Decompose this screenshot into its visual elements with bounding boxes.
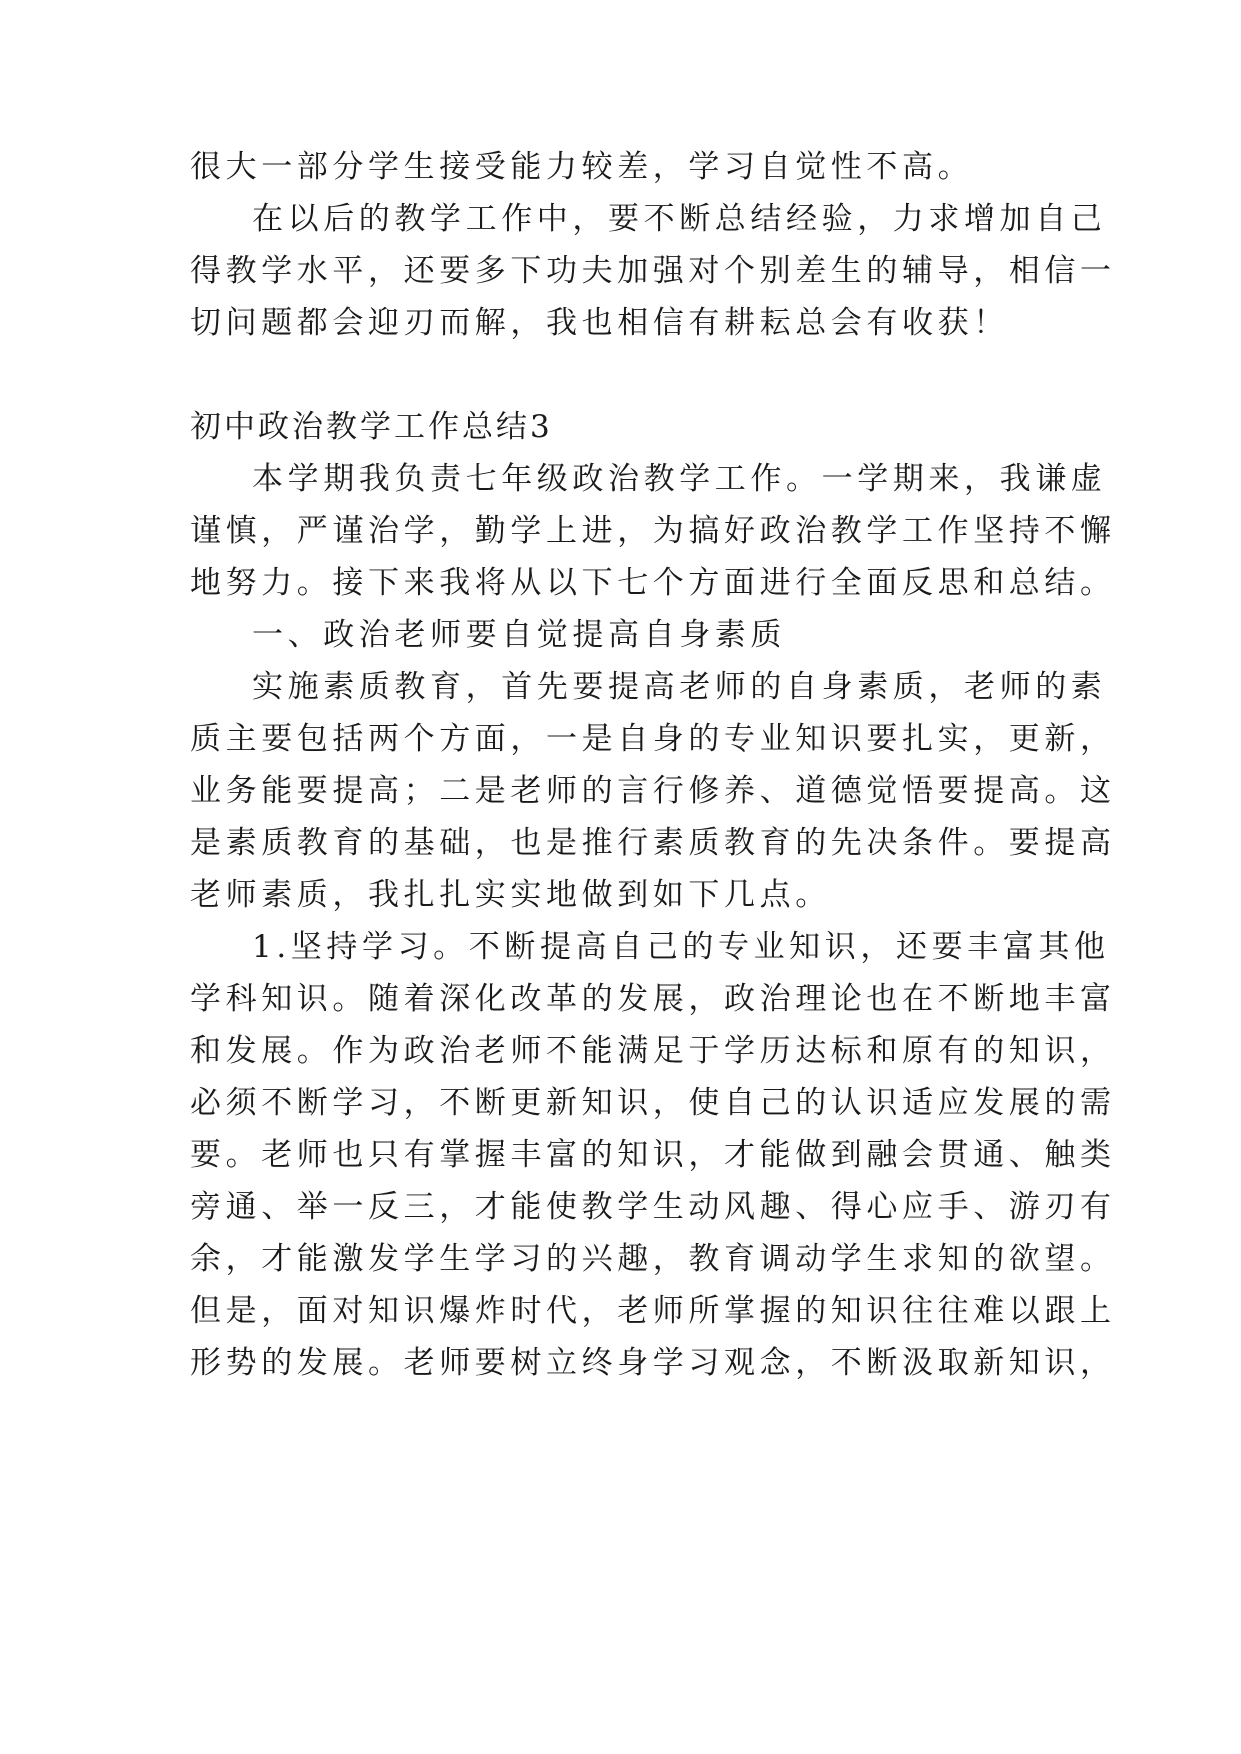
- paragraph-line: 实施素质教育，首先要提高老师的自身素质，老师的素: [252, 669, 1107, 705]
- paragraph-line: 但是，面对知识爆炸时代，老师所掌握的知识往往难以跟上: [190, 1293, 1116, 1329]
- paragraph-line: 本学期我负责七年级政治教学工作。一学期来，我谦虚: [252, 461, 1107, 497]
- paragraph-line: 1.坚持学习。不断提高自己的专业知识，还要丰富其他: [252, 929, 1110, 965]
- paragraph-line: 在以后的教学工作中，要不断总结经验，力求增加自己: [252, 201, 1107, 237]
- paragraph-line: 业务能要提高；二是老师的言行修养、道德觉悟要提高。这: [190, 773, 1116, 809]
- paragraph-line: 和发展。作为政治老师不能满足于学历达标和原有的知识，: [190, 1033, 1116, 1069]
- paragraph-line: 切问题都会迎刃而解，我也相信有耕耘总会有收获！: [190, 305, 1009, 341]
- paragraph-line: 必须不断学习，不断更新知识，使自己的认识适应发展的需: [190, 1085, 1116, 1121]
- paragraph-line: 是素质教育的基础，也是推行素质教育的先决条件。要提高: [190, 825, 1116, 861]
- paragraph-line: 余，才能激发学生学习的兴趣，教育调动学生求知的欲望。: [190, 1241, 1116, 1277]
- paragraph-line: 质主要包括两个方面，一是自身的专业知识要扎实，更新，: [190, 721, 1116, 757]
- paragraph-line: 学科知识。随着深化改革的发展，政治理论也在不断地丰富: [190, 981, 1116, 1017]
- paragraph-line: 得教学水平，还要多下功夫加强对个别差生的辅导，相信一: [190, 253, 1116, 289]
- paragraph-line: 地努力。接下来我将从以下七个方面进行全面反思和总结。: [190, 565, 1116, 601]
- paragraph-line: 谨慎，严谨治学，勤学上进，为搞好政治教学工作坚持不懈: [190, 513, 1116, 549]
- paragraph-line: 旁通、举一反三，才能使教学生动风趣、得心应手、游刃有: [190, 1189, 1116, 1225]
- subsection-heading: 一、政治老师要自觉提高自身素质: [252, 617, 786, 653]
- paragraph-line: 老师素质，我扎扎实实地做到如下几点。: [190, 877, 831, 913]
- section-title: 初中政治教学工作总结3: [190, 409, 553, 445]
- paragraph-line: 很大一部分学生接受能力较差，学习自觉性不高。: [190, 149, 974, 185]
- paragraph-line: 要。老师也只有掌握丰富的知识，才能做到融会贯通、触类: [190, 1137, 1116, 1173]
- paragraph-line: 形势的发展。老师要树立终身学习观念，不断汲取新知识，: [190, 1345, 1116, 1381]
